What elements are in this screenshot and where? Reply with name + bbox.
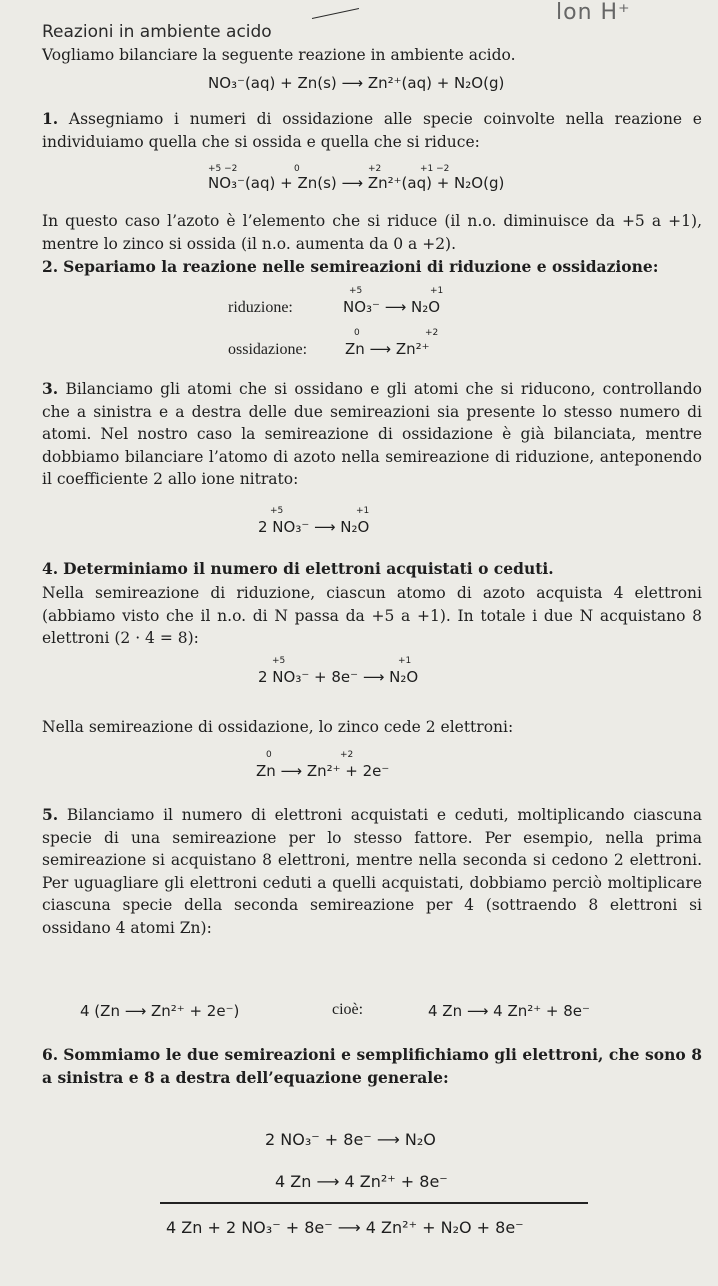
step-5-text: Bilanciamo il numero di elettroni acquistati e ceduti, moltiplicando ciascuna specie di una semireazione per lo stesso fattore. Per esempio, nella prima semireazione si acquistano 8 elettroni, mentre nella seconda si cedono 2 elettroni. Per uguagliare gli elettroni ceduti a quelli acquistati, dobbiamo perciò moltiplicare ciascuna specie della seconda semireazione per 4 (sottraendo 8 elettroni si ossidano 4 atomi Zn): — [42, 806, 702, 937]
step-4-explanation: Nella semireazione di riduzione, ciascun atomo di azoto acquista 4 elettroni (abbiamo visto che il n.o. di N passa da +5 a +1). In totale i due N acquistano 8 elettroni (2 · 4 = 8): — [42, 584, 702, 647]
step-4 — [42, 558, 702, 581]
handwritten-note: lon H⁺ — [556, 0, 631, 25]
step-3-equation: 2 NO₃⁻ ⟶ N₂O — [258, 518, 370, 536]
riduzione-equation: NO₃⁻ ⟶ N₂O — [343, 298, 441, 316]
ox-number: 0 — [354, 328, 360, 338]
ox-number: +5 — [349, 286, 363, 296]
step-4-equation: 2 NO₃⁻ + 8e⁻ ⟶ N₂O — [258, 668, 419, 686]
ox-number: +5 −2 — [208, 164, 238, 174]
sum-line — [160, 1202, 588, 1204]
cioe-label: cioè: — [332, 1001, 364, 1018]
ox-number: +1 — [398, 656, 412, 666]
ox-number: +2 — [340, 750, 354, 760]
step-5-equation-left: 4 (Zn ⟶ Zn²⁺ + 2e⁻) — [80, 1002, 240, 1020]
step-2-text: Separiamo la reazione nelle semireazioni di riduzione e ossidazione: — [63, 257, 659, 276]
step-4-text: Determiniamo il numero di elettroni acquistati o ceduti. — [63, 559, 554, 578]
ox-number: +5 — [270, 506, 284, 516]
step-6 — [42, 1044, 702, 1089]
step-1 — [42, 108, 702, 153]
step-6-equation-1: 2 NO₃⁻ + 8e⁻ ⟶ N₂O — [265, 1130, 436, 1149]
step-2-number: 2. — [42, 257, 59, 276]
section-title: Reazioni in ambiente acido — [42, 22, 272, 42]
ossidazione-label: ossidazione: — [228, 341, 308, 358]
step-2 — [42, 256, 702, 279]
step-6-equation-sum: 4 Zn + 2 NO₃⁻ + 8e⁻ ⟶ 4 Zn²⁺ + N₂O + 8e⁻ — [166, 1218, 524, 1237]
step-1-text: Assegniamo i numeri di ossidazione alle specie coinvolte nella reazione e individuiamo quella che si ossida e quella che si riduce: — [42, 110, 702, 151]
ox-number: +1 — [430, 286, 444, 296]
riduzione-label: riduzione: — [228, 299, 293, 316]
step-4-number: 4. — [42, 559, 59, 578]
ossidazione-equation: Zn ⟶ Zn²⁺ — [345, 340, 430, 358]
intro-text: Vogliamo bilanciare la seguente reazione in ambiente acido. — [42, 46, 516, 64]
ox-number: 0 — [266, 750, 272, 760]
step-3-number: 3. — [42, 379, 59, 398]
step-1-number: 1. — [42, 109, 59, 128]
step-5-number: 5. — [42, 805, 59, 824]
title-underline — [312, 8, 359, 19]
ox-number: +1 — [356, 506, 370, 516]
step-5 — [42, 804, 702, 939]
ox-number: +2 — [425, 328, 439, 338]
ox-number: +1 −2 — [420, 164, 450, 174]
ox-number: 0 — [294, 164, 300, 174]
ox-number: +5 — [272, 656, 286, 666]
ox-number: +2 — [368, 164, 382, 174]
step-4-equation-2: Zn ⟶ Zn²⁺ + 2e⁻ — [256, 762, 390, 780]
step-6-equation-2: 4 Zn ⟶ 4 Zn²⁺ + 8e⁻ — [275, 1172, 448, 1191]
step-3-text: Bilanciamo gli atomi che si ossidano e gli atomi che si riducono, controllando che a sinistra e a destra delle due semireazioni sia presente lo stesso numero di atomi. Nel nostro caso la semireazione di ossidazione è già bilanciata, mentre dobbiamo bilanciare l’atomo di azoto nella semireazione di riduzione, anteponendo il coefficiente 2 allo ione nitrato: — [42, 380, 702, 488]
step-6-text: Sommiamo le due semireazioni e semplifichiamo gli elettroni, che sono 8 a sinistra e 8 a destra dell’equazione generale: — [42, 1045, 702, 1087]
step-5-equation-right: 4 Zn ⟶ 4 Zn²⁺ + 8e⁻ — [428, 1002, 590, 1020]
step-1-explanation: In questo caso l’azoto è l’elemento che si riduce (il n.o. diminuisce da +5 a +1), mentre lo zinco si ossida (il n.o. aumenta da 0 a +2). — [42, 212, 702, 253]
step-3 — [42, 378, 702, 491]
main-equation: NO₃⁻(aq) + Zn(s) ⟶ Zn²⁺(aq) + N₂O(g) — [208, 74, 505, 92]
step-4-ossidazione-text: Nella semireazione di ossidazione, lo zinco cede 2 elettroni: — [42, 718, 514, 736]
step-6-number: 6. — [42, 1045, 59, 1064]
step-1-equation: NO₃⁻(aq) + Zn(s) ⟶ Zn²⁺(aq) + N₂O(g) — [208, 174, 505, 192]
